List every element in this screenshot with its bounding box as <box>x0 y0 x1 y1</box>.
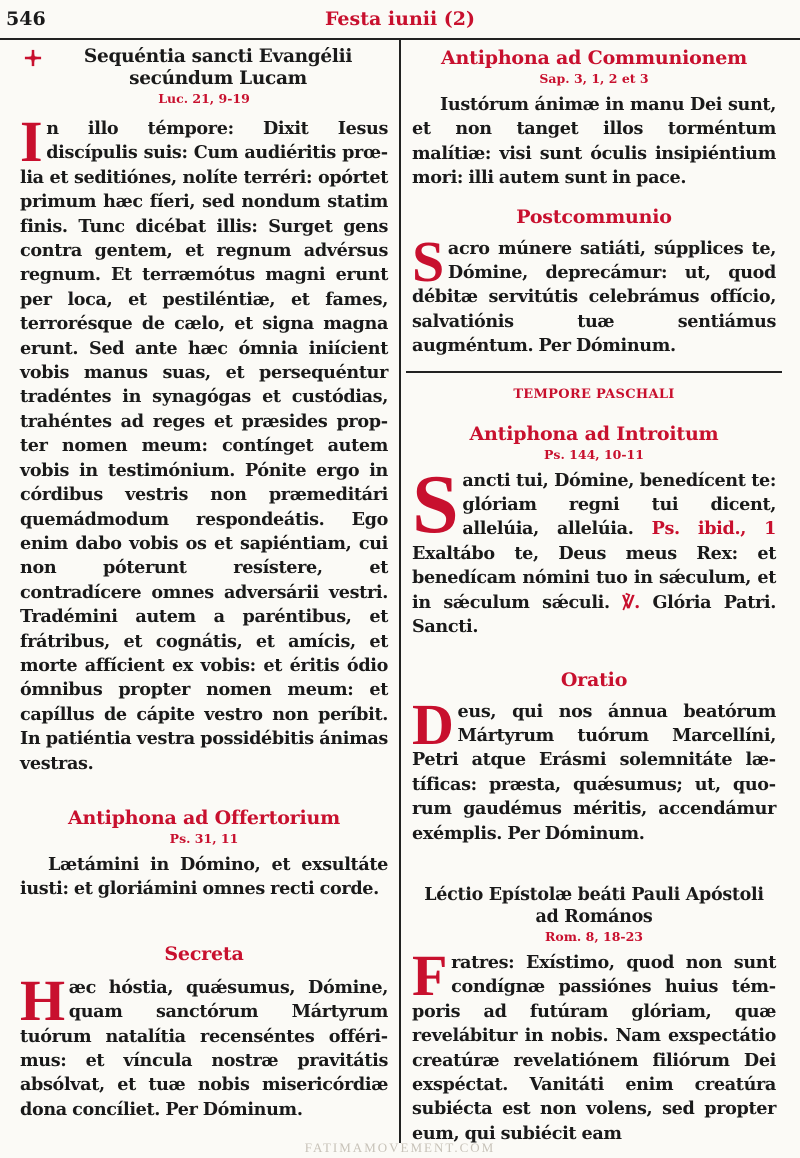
introit-repeat: Sancti. <box>412 616 479 638</box>
introit-text-b: Exaltábo te, Deus meus Rex: et benedícam nómini tuo in sǽculum, et in sǽculum sǽculi. <box>412 542 776 613</box>
cross-icon <box>24 49 42 67</box>
introit-drop-cap: S <box>412 457 459 551</box>
postcommunio-drop-cap: S <box>412 228 444 294</box>
gospel-reference: Luc. 21, 9-19 <box>158 91 250 106</box>
offertory-reference: Ps. 31, 11 <box>169 830 239 846</box>
introit-text-a: ancti tui, Dómine, benedícent te: glóriam regni tui dicent, allelúia, allelúia. <box>462 469 776 540</box>
secreta-drop-cap: H <box>20 967 65 1033</box>
versicle-symbol: ℣. <box>622 591 640 613</box>
lectio-text-block <box>412 942 776 1146</box>
oratio-text-block <box>412 691 776 846</box>
page-number: 546 <box>6 8 46 30</box>
gospel-text: n illo témpore: Dixit Iesus discípulis suis: Cum audiéritis prœlia et seditiónes, nolíte terréri: opórtet primum hæc fíeri, sed nondum statim finis. Tunc dicébat illis: Surget gens contra gentem, et regnum advérsus regnum. Et terræmótus magni erunt per loca, et pestiléntiæ, et fames, terrorésque de cælo, et signa magna erunt. Sed ante hæc ómnia iniícient vobis manus suas, et persequéntur tradéntes in synagógas et custódias, trahéntes ad reges et præsides propter nomen meum: contínget autem vobis in testimónium. Pónite ergo in córdibus vestris non præmeditári quemádmodum respondeátis. Ego enim dabo vobis os et sapiéntiam, cui non póterunt resístere, et contradícere omnes adversárii vestri. Tradémini autem a paréntibus, et frátribus, et cognátis, et amícis, et morte affícient ex vobis: et éritis ódio ómnibus propter nomen meum: et capíllus de cápite vestro non períbit. In patiéntia vestra possidébitis ánimas vestras. <box>20 118 388 774</box>
secreta-text: æc hóstia, quǽsumus, Dómine, quam sanctórum Mártyrum tuórum natalítia recenséntes offérimus: et víncula nostræ pravitátis absólvat, et tuæ nobis misericórdiæ dona concíliet. Per Dóminum. <box>20 976 388 1120</box>
introit-text-c: Glória Patri. <box>652 591 777 613</box>
introit-title: Antiphona ad Introitum <box>469 422 719 445</box>
lectio-text: ratres: Exístimo, quod non sunt condígnæ passiónes huius témporis ad futúram glóriam, quæ revelábitur in nobis. Nam exspectátio creatúræ revelatiónem filiórum Dei exspéctat. Vanitáti enim creatúra subiécta est non volens, sed propter eum, qui subiécit eam <box>412 951 776 1144</box>
offertory-title: Antiphona ad Offertorium <box>67 806 341 829</box>
offertory-text: Lætámini in Dómino, et exsultáte iusti: et gloriámini omnes recti corde. <box>20 853 388 900</box>
section-rule <box>406 371 782 373</box>
lectio-reference: Rom. 8, 18-23 <box>544 928 644 944</box>
communion-reference: Sap. 3, 1, 2 et 3 <box>539 71 649 86</box>
secreta-text-block <box>20 967 388 1122</box>
oratio-drop-cap: D <box>412 691 454 757</box>
column-divider <box>399 38 401 1143</box>
postcommunio-text: acro múnere satiáti, súpplices te, Dómine, deprecámur: ut, quod débitæ servitútis celebrámus offício, salvatiónis tuæ sentiámus augméntum. Per Dóminum. <box>412 237 776 357</box>
oratio-text: eus, qui nos ánnua beatórum Mártyrum tuórum Marcellíni, Petri atque Erásmi solemnitáte lætíficas: præsta, quǽsumus; ut, quorum gaudémus méritis, accendámur exémplis. Per Dóminum. <box>412 700 776 844</box>
lectio-drop-cap: F <box>412 942 448 1008</box>
watermark: FATIMAMOVEMENT.COM <box>304 1140 496 1155</box>
communion-title: Antiphona ad Communionem <box>440 47 747 69</box>
introit-psalm-reference: Ps. ibid., 1 <box>651 518 776 540</box>
postcommunio-text-block <box>412 228 776 359</box>
communion-text: Iustórum ánimæ in manu Dei sunt, et non tanget illos torméntum malítiæ: visi sunt óculis insipiéntium mori: illi autem sunt in pace. <box>412 94 776 189</box>
postcommunio-title: Postcommunio <box>516 205 672 228</box>
introit-text-block <box>412 457 777 640</box>
gospel-text-block <box>20 109 388 776</box>
gospel-heading-text: Sequéntia sancti Evangélii secúndum Lucam <box>83 46 353 89</box>
gospel-drop-cap: I <box>20 109 43 174</box>
oratio-title: Oratio <box>560 668 628 691</box>
right-column <box>412 46 776 1146</box>
lectio-title: Léctio Epístolæ beáti Pauli Apóstoli ad Romános <box>424 884 764 927</box>
left-column <box>20 46 388 1122</box>
page-header <box>0 0 800 40</box>
gospel-heading <box>20 46 388 90</box>
tempore-paschali-label: TEMPORE PASCHALI <box>513 386 675 402</box>
introit-reference: Ps. 144, 10-11 <box>544 446 644 462</box>
page-title: Festa iunii (2) <box>324 8 476 30</box>
secreta-title: Secreta <box>164 942 244 965</box>
